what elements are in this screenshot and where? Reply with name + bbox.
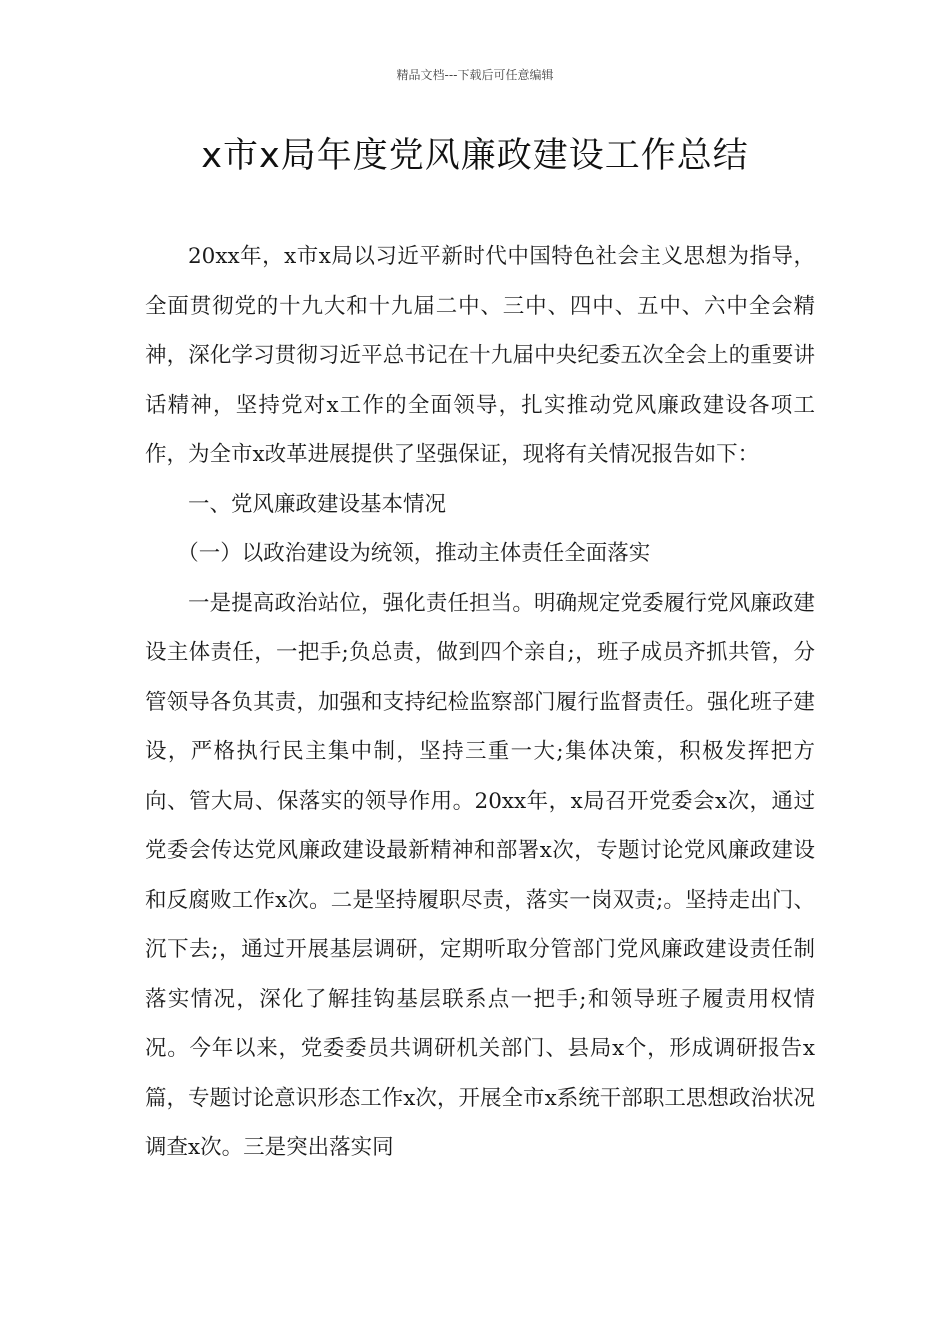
- section-heading: 一、党风廉政建设基本情况: [188, 491, 447, 517]
- document-body: [145, 232, 815, 1173]
- subsection-heading: （一）以政治建设为统领，推动主体责任全面落实: [177, 541, 651, 566]
- body-paragraph: 一是提高政治站位，强化责任担当。明确规定党委履行党风廉政建设主体责任，一把手;负总责，做到四个亲自;，班子成员齐抓共管，分管领导各负其责，加强和支持纪检监察部门履行监督责任。强化班子建设，严格执行民主集中制，坚持三重一大;集体决策，积极发挥把方向、管大局、保落实的领导作用。20xx年，x局召开党委会x次，通过党委会传达党风廉政建设最新精神和部署x次，专题讨论党风廉政建设和反腐败工作x次。二是坚持履职尽责，落实一岗双责;。坚持走出门、沉下去;，通过开展基层调研，定期听取分管部门党风廉政建设责任制落实情况，深化了解挂钩基层联系点一把手;和领导班子履责用权情况。今年以来，党委委员共调研机关部门、县局x个，形成调研报告x篇，专题讨论意识形态工作x次，开展全市x系统干部职工思想政治状况调查x次。三是突出落实同: [145, 590, 815, 1160]
- header-note: 精品文档---下载后可任意编辑: [396, 68, 554, 82]
- intro-paragraph: 20xx年，x市x局以习近平新时代中国特色社会主义思想为指导，全面贯彻党的十九大和十九届二中、三中、四中、五中、六中全会精神，深化学习贯彻习近平总书记在十九届中央纪委五次全会上的重要讲话精神，坚持党对x工作的全面领导，扎实推动党风廉政建设各项工作，为全市x改革进展提供了坚强保证，现将有关情况报告如下：: [145, 244, 815, 467]
- document-title: x市x局年度党风廉政建设工作总结: [201, 136, 749, 176]
